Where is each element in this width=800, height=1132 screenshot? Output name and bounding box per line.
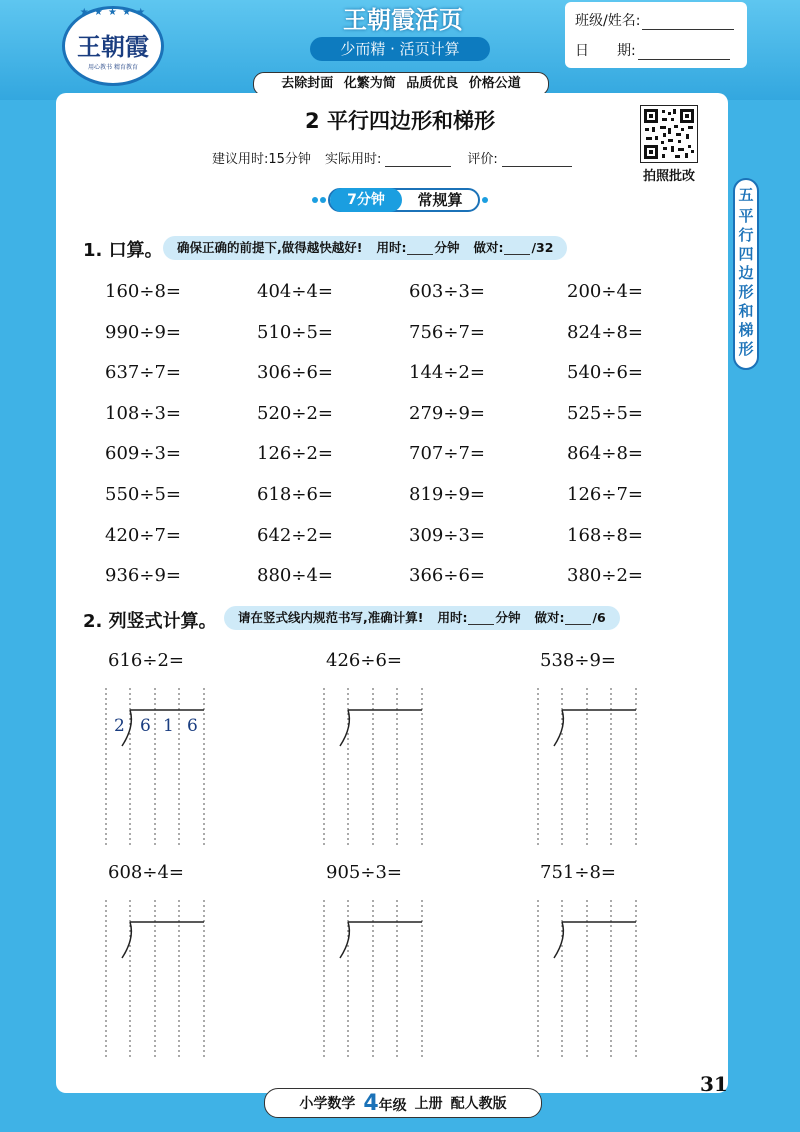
correct-total: /32 bbox=[531, 240, 554, 255]
mental-math-problem: 520÷2= bbox=[257, 402, 333, 424]
mental-math-problem: 525÷5= bbox=[567, 402, 643, 424]
footer-grade-unit: 年级 bbox=[378, 1097, 407, 1114]
brand-subtitle: 少而精 · 活页计算 bbox=[310, 37, 490, 61]
mental-math-problem: 126÷2= bbox=[257, 443, 333, 465]
mental-math-problem: 540÷6= bbox=[567, 362, 643, 384]
mental-math-problem: 309÷3= bbox=[409, 524, 485, 546]
division-bracket-lines bbox=[322, 688, 432, 848]
mental-math-problem: 279÷9= bbox=[409, 402, 485, 424]
tip-text: 确保正确的前提下,做得越快越好! bbox=[177, 240, 363, 255]
logo-slogan: 用心教书 精育教育 bbox=[88, 64, 138, 71]
footer-volume: 上册 bbox=[414, 1096, 443, 1112]
long-division-problem: 905÷3= bbox=[326, 862, 402, 883]
mental-math-problem: 366÷6= bbox=[409, 565, 485, 587]
mental-math-problem: 144÷2= bbox=[409, 362, 485, 384]
minute-unit: 分钟 bbox=[434, 240, 460, 255]
long-division-workspace[interactable] bbox=[536, 900, 646, 1060]
example-divisor: 2 bbox=[114, 716, 125, 736]
section-banner bbox=[310, 185, 490, 215]
mental-math-problem: 168÷8= bbox=[567, 524, 643, 546]
brand-logo bbox=[62, 6, 164, 86]
mental-math-problem: 642÷2= bbox=[257, 524, 333, 546]
mental-math-problem: 160÷8= bbox=[105, 281, 181, 302]
mental-math-problem: 603÷3= bbox=[409, 281, 485, 302]
question-2-tip bbox=[224, 606, 620, 630]
tip-text: 请在竖式线内规范书写,准确计算! bbox=[238, 610, 424, 625]
mental-math-problem: 618÷6= bbox=[257, 483, 333, 505]
actual-time-field[interactable] bbox=[385, 152, 451, 167]
chapter-side-tab bbox=[733, 178, 759, 370]
side-tab-char: 行 bbox=[738, 226, 754, 244]
example-dividend-digit: 6 bbox=[187, 716, 198, 736]
side-tab-char: 五 bbox=[738, 186, 754, 204]
mental-math-problem: 707÷7= bbox=[409, 443, 485, 465]
section-title: 常规算 bbox=[417, 191, 463, 209]
division-bracket-lines bbox=[104, 688, 214, 848]
mental-math-problem: 404÷4= bbox=[257, 281, 333, 302]
long-division-problem: 538÷9= bbox=[540, 650, 616, 671]
mental-math-problem: 420÷7= bbox=[105, 524, 181, 546]
mental-math-problem: 380÷2= bbox=[567, 565, 643, 587]
division-bracket-lines bbox=[536, 900, 646, 1060]
actual-time-label: 实际用时: bbox=[324, 152, 382, 167]
banner-dot-icon bbox=[482, 197, 488, 203]
side-tab-char: 和 bbox=[738, 302, 754, 320]
side-tab-char: 四 bbox=[738, 245, 754, 263]
question-1-tip bbox=[163, 236, 567, 260]
mental-math-problem: 108÷3= bbox=[105, 402, 181, 424]
date-field[interactable] bbox=[638, 45, 730, 60]
section-minutes: 7分钟 bbox=[330, 188, 402, 212]
rating-label: 评价: bbox=[467, 152, 498, 167]
mental-math-problem: 824÷8= bbox=[567, 321, 643, 343]
logo-text: 王朝霞 bbox=[77, 32, 149, 61]
banner-dot-icon bbox=[320, 197, 326, 203]
mental-math-problem: 126÷7= bbox=[567, 483, 643, 505]
minute-unit: 分钟 bbox=[495, 610, 521, 625]
question-2-title: 2. 列竖式计算。 bbox=[83, 611, 217, 632]
footer-banner bbox=[264, 1088, 542, 1118]
long-division-workspace[interactable] bbox=[322, 900, 432, 1060]
mental-math-grid bbox=[105, 280, 705, 605]
long-division-workspace[interactable] bbox=[104, 688, 214, 848]
correct-total: /6 bbox=[592, 610, 606, 625]
division-bracket-lines bbox=[322, 900, 432, 1060]
mental-math-problem: 550÷5= bbox=[105, 483, 181, 505]
lesson-title: 2 平行四边形和梯形 bbox=[305, 109, 495, 133]
correct-label: 做对: bbox=[534, 610, 565, 625]
student-info-box bbox=[565, 2, 747, 68]
long-division-problem: 616÷2= bbox=[108, 650, 184, 671]
example-dividend-digit: 6 bbox=[140, 716, 151, 736]
long-division-problem: 426÷6= bbox=[326, 650, 402, 671]
suggested-time: 建议用时:15分钟 bbox=[212, 152, 311, 167]
rating-field[interactable] bbox=[502, 152, 572, 167]
question-1-title: 1. 口算。 bbox=[83, 240, 163, 261]
mental-math-problem: 200÷4= bbox=[567, 281, 643, 302]
time-label: 用时: bbox=[437, 610, 468, 625]
long-division-problem: 608÷4= bbox=[108, 862, 184, 883]
division-bracket-lines bbox=[536, 688, 646, 848]
mental-math-problem: 510÷5= bbox=[257, 321, 333, 343]
footer-grade: 4 bbox=[363, 1090, 379, 1116]
qr-label: 拍照批改 bbox=[642, 169, 695, 184]
correct-blank[interactable] bbox=[565, 611, 591, 625]
side-tab-char: 平 bbox=[738, 207, 754, 225]
mental-math-problem: 306÷6= bbox=[257, 362, 333, 384]
qr-code-icon[interactable] bbox=[640, 105, 698, 163]
mental-math-problem: 864÷8= bbox=[567, 443, 643, 465]
side-tab-char: 形 bbox=[738, 340, 754, 358]
mental-math-problem: 990÷9= bbox=[105, 321, 181, 343]
example-dividend-digit: 1 bbox=[163, 716, 174, 736]
time-label: 用时: bbox=[376, 240, 407, 255]
page-number: 31 bbox=[700, 1072, 728, 1096]
class-name-label: 班级/姓名: bbox=[575, 13, 641, 29]
time-blank[interactable] bbox=[407, 241, 433, 255]
time-blank[interactable] bbox=[468, 611, 494, 625]
long-division-workspace[interactable] bbox=[536, 688, 646, 848]
banner-dot-icon bbox=[312, 197, 318, 203]
correct-label: 做对: bbox=[473, 240, 504, 255]
date-label: 日 期: bbox=[575, 43, 636, 59]
mental-math-problem: 936÷9= bbox=[105, 565, 181, 587]
mental-math-problem: 880÷4= bbox=[257, 565, 333, 587]
side-tab-char: 梯 bbox=[738, 321, 754, 339]
side-tab-char: 边 bbox=[738, 264, 754, 282]
long-division-workspace[interactable] bbox=[104, 900, 214, 1060]
star-icon: ★ ★ ★ ★ ★ bbox=[79, 7, 147, 18]
mental-math-problem: 609÷3= bbox=[105, 443, 181, 465]
long-division-workspace[interactable] bbox=[322, 688, 432, 848]
correct-blank[interactable] bbox=[504, 241, 530, 255]
slogan-banner: 去除封面 化繁为简 品质优良 价格公道 bbox=[253, 72, 549, 96]
mental-math-problem: 819÷9= bbox=[409, 483, 485, 505]
footer-edition: 配人教版 bbox=[450, 1096, 507, 1112]
time-info bbox=[212, 148, 576, 167]
footer-subject: 小学数学 bbox=[299, 1096, 356, 1112]
division-bracket-lines bbox=[104, 900, 214, 1060]
long-division-problem: 751÷8= bbox=[540, 862, 616, 883]
class-name-field[interactable] bbox=[642, 15, 734, 30]
side-tab-char: 形 bbox=[738, 283, 754, 301]
mental-math-problem: 756÷7= bbox=[409, 321, 485, 343]
brand-title: 王朝霞活页 bbox=[343, 5, 463, 34]
mental-math-problem: 637÷7= bbox=[105, 362, 181, 384]
